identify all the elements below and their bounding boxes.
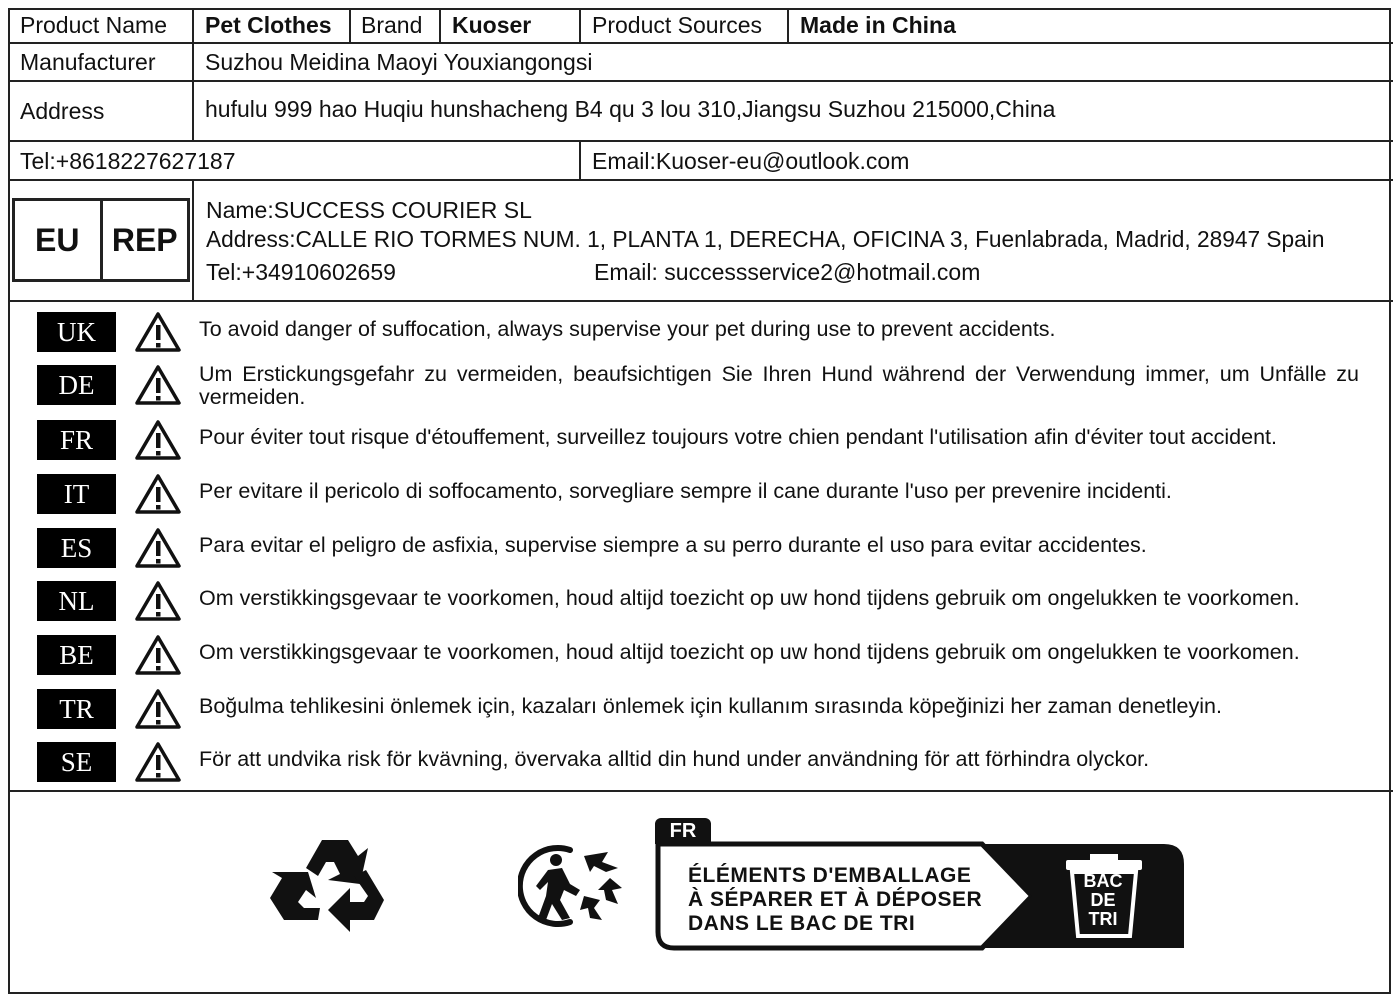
eu-rep-name: Name:SUCCESS COURIER SL xyxy=(206,197,532,223)
manufacturer-label: Manufacturer xyxy=(20,49,156,75)
warning-text: Boğulma tehlikesini önlemek için, kazaları önlemek için kullanım sırasında köpeğinizi her zaman denetleyin. xyxy=(199,694,1222,718)
triman-line-3: DANS LE BAC DE TRI xyxy=(688,912,916,935)
triman-icon xyxy=(518,838,626,928)
language-code-badge: UK xyxy=(37,312,116,352)
bin-label-line-2: DE xyxy=(1090,890,1116,910)
divider xyxy=(439,8,441,43)
divider xyxy=(8,300,1393,302)
divider xyxy=(8,179,1393,181)
product-name-label: Product Name xyxy=(20,12,168,38)
warning-triangle-icon xyxy=(135,688,181,730)
warning-text: Pour éviter tout risque d'étouffement, surveillez toujours votre chien pendant l'utilisation afin d'éviter tout accident. xyxy=(199,425,1277,449)
language-code-badge: IT xyxy=(37,474,116,514)
manufacturer-tel: Tel:+8618227627187 xyxy=(20,148,236,174)
language-code-badge: NL xyxy=(37,581,116,621)
triman-country-tag: FR xyxy=(655,818,711,844)
warning-row xyxy=(37,742,1382,786)
bin-label-line-3: TRI xyxy=(1088,909,1118,929)
warning-text: Per evitare il pericolo di soffocamento, sorvegliare sempre il cane durante l'uso per prevenire incidenti. xyxy=(199,479,1172,503)
address-label: Address xyxy=(20,98,105,124)
warning-text: To avoid danger of suffocation, always supervise your pet during use to prevent accidents. xyxy=(199,317,1056,341)
warning-row xyxy=(37,312,1382,356)
warning-triangle-icon xyxy=(135,311,181,353)
divider xyxy=(8,140,1393,142)
divider xyxy=(579,8,581,43)
language-code-badge: DE xyxy=(37,365,116,405)
product-name-value: Pet Clothes xyxy=(205,12,332,38)
divider xyxy=(8,42,1393,44)
language-code-badge: BE xyxy=(37,635,116,675)
triman-text xyxy=(688,864,982,936)
divider xyxy=(8,80,1393,82)
divider xyxy=(192,179,194,301)
address-value: hufulu 999 hao Huqiu hunshacheng B4 qu 3 lou 310,Jiangsu Suzhou 215000,China xyxy=(205,96,1056,122)
warning-triangle-icon xyxy=(135,634,181,676)
eu-rep-badge-eu: EU xyxy=(15,201,103,279)
bin-label-line-1: BAC xyxy=(1083,871,1123,891)
eu-rep-address: Address:CALLE RIO TORMES NUM. 1, PLANTA 1, DERECHA, OFICINA 3, Fuenlabrada, Madrid, 28947 Spain xyxy=(206,226,1325,252)
eu-rep-badge-rep: REP xyxy=(111,221,178,258)
product-sources-value: Made in China xyxy=(800,12,956,38)
triman-line-2: À SÉPARER ET À DÉPOSER xyxy=(688,888,983,911)
brand-value: Kuoser xyxy=(452,12,532,38)
warning-text: Para evitar el peligro de asfixia, supervise siempre a su perro durante el uso para evitar accidentes. xyxy=(199,533,1147,557)
product-sources-label: Product Sources xyxy=(592,12,763,38)
warning-text: För att undvika risk för kvävning, övervaka alltid din hund under användning för att förhindra olyckor. xyxy=(199,747,1150,771)
eu-rep-tel: Tel:+34910602659 xyxy=(206,259,396,285)
warning-row xyxy=(37,581,1382,625)
warning-row xyxy=(37,362,1382,409)
warning-row xyxy=(37,420,1382,464)
warning-triangle-icon xyxy=(135,473,181,515)
language-code-badge: ES xyxy=(37,528,116,568)
bin-label xyxy=(1078,872,1128,929)
warning-text: Om verstikkingsgevaar te voorkomen, houd altijd toezicht op uw hond tijdens gebruik om ongelukken te voorkomen. xyxy=(199,640,1300,664)
warning-triangle-icon xyxy=(135,527,181,569)
divider xyxy=(787,8,789,43)
divider xyxy=(8,790,1393,792)
warning-row xyxy=(37,689,1382,733)
divider xyxy=(579,140,581,180)
eu-rep-badge xyxy=(12,198,190,282)
warning-triangle-icon xyxy=(135,580,181,622)
warning-triangle-icon xyxy=(135,419,181,461)
brand-label: Brand xyxy=(361,12,423,38)
warning-row xyxy=(37,528,1382,572)
language-code-badge: SE xyxy=(37,742,116,782)
warning-triangle-icon xyxy=(135,364,181,406)
manufacturer-email: Email:Kuoser-eu@outlook.com xyxy=(592,148,910,174)
warning-text: Om verstikkingsgevaar te voorkomen, houd altijd toezicht op uw hond tijdens gebruik om ongelukken te voorkomen. xyxy=(199,586,1300,610)
manufacturer-value: Suzhou Meidina Maoyi Youxiangongsi xyxy=(205,49,593,75)
divider xyxy=(192,8,194,142)
warning-row xyxy=(37,474,1382,518)
eu-rep-email: Email: successservice2@hotmail.com xyxy=(594,259,981,285)
language-code-badge: FR xyxy=(37,420,116,460)
warning-row xyxy=(37,635,1382,679)
warning-text: Um Erstickungsgefahr zu vermeiden, beaufsichtigen Sie Ihren Hund während der Verwendung immer, um Unfälle zu vermeiden. xyxy=(199,362,1359,409)
triman-line-1: ÉLÉMENTS D'EMBALLAGE xyxy=(688,864,972,887)
divider xyxy=(349,8,351,43)
warning-triangle-icon xyxy=(135,741,181,783)
recycle-icon xyxy=(262,828,408,944)
language-code-badge: TR xyxy=(37,689,116,729)
